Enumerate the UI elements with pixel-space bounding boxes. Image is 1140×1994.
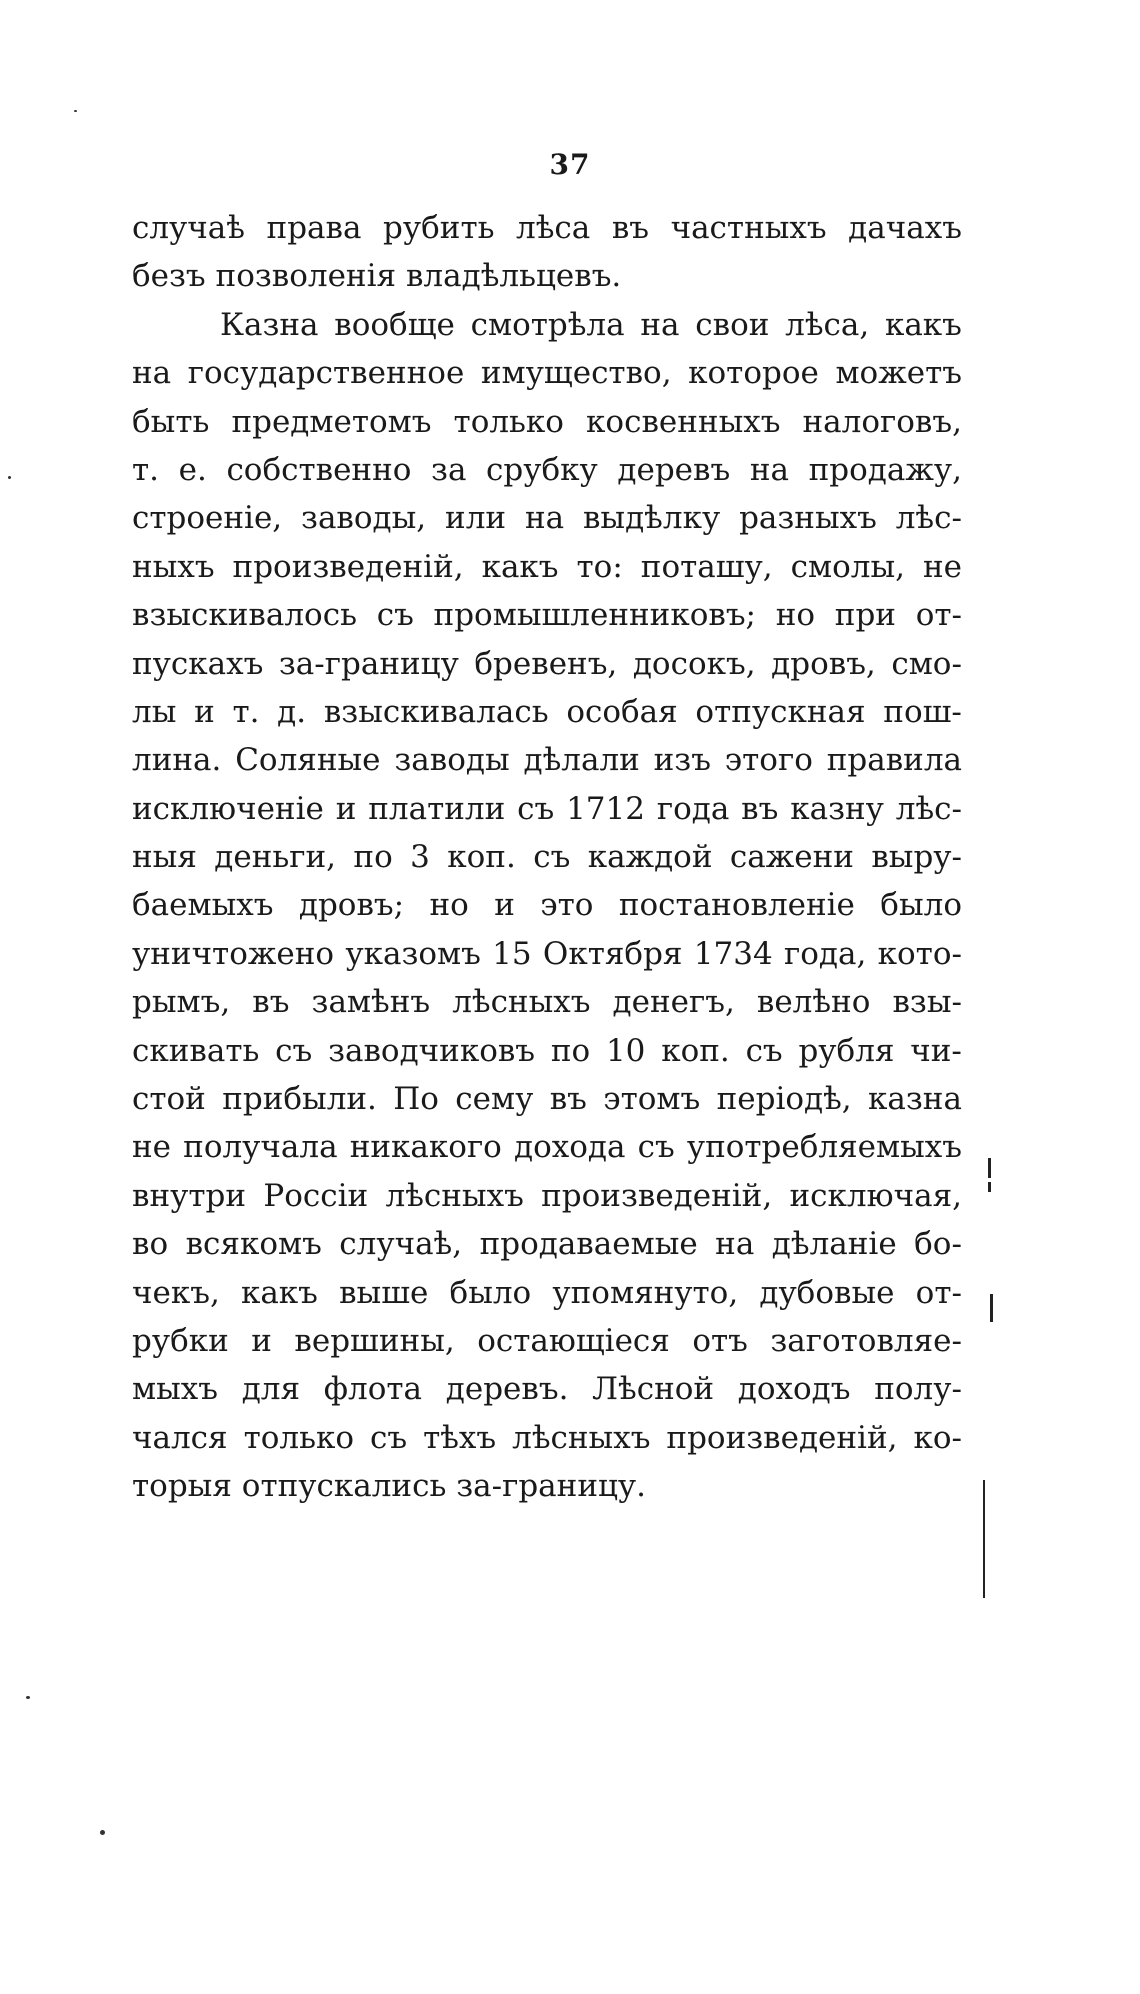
word: этомъ bbox=[603, 1081, 701, 1118]
word: досокъ, bbox=[632, 645, 756, 682]
word: это bbox=[540, 887, 594, 924]
word: дубовые bbox=[759, 1274, 895, 1311]
word: отпускная bbox=[695, 693, 866, 730]
word: рубля bbox=[798, 1032, 895, 1069]
word: смотрѣла bbox=[470, 306, 625, 343]
word: какъ bbox=[240, 1274, 318, 1311]
word: Октября bbox=[542, 935, 683, 972]
text-line bbox=[132, 591, 962, 639]
text-line bbox=[132, 930, 962, 978]
word: сажени bbox=[729, 839, 854, 876]
text-line bbox=[132, 785, 962, 833]
word: баемыхъ bbox=[132, 887, 274, 924]
word: за-границу. bbox=[456, 1468, 647, 1505]
text-line bbox=[132, 543, 962, 591]
word: въ bbox=[741, 790, 779, 827]
word: лы bbox=[132, 693, 177, 730]
word: деревъ. bbox=[445, 1371, 569, 1408]
word: отпускались bbox=[241, 1468, 447, 1505]
word: позволенія bbox=[215, 258, 397, 295]
word: быть bbox=[132, 403, 210, 440]
word: періодѣ, bbox=[716, 1081, 852, 1118]
word: 1712 bbox=[566, 790, 645, 827]
word: Соляные bbox=[235, 742, 381, 779]
word: взыскивалась bbox=[323, 693, 549, 730]
word: велѣно bbox=[756, 984, 871, 1021]
word: пускахъ bbox=[132, 645, 264, 682]
word: промышленниковъ; bbox=[433, 597, 756, 634]
word: года bbox=[656, 790, 730, 827]
word: каждой bbox=[587, 839, 713, 876]
word: лѣсныхъ bbox=[512, 1419, 651, 1456]
word: выше bbox=[339, 1274, 429, 1311]
word: которое bbox=[688, 355, 819, 392]
word: 15 bbox=[492, 935, 532, 972]
text-line bbox=[132, 736, 962, 784]
word: заводчиковъ bbox=[328, 1032, 536, 1069]
word: отъ bbox=[692, 1322, 748, 1359]
word: было bbox=[880, 887, 962, 924]
word: исключая, bbox=[789, 1177, 962, 1214]
word: получала bbox=[183, 1129, 338, 1166]
word: случаѣ, bbox=[339, 1226, 463, 1263]
word: и bbox=[335, 790, 357, 827]
word: внутри bbox=[132, 1177, 247, 1214]
word: тѣхъ bbox=[423, 1419, 497, 1456]
word: безъ bbox=[132, 258, 206, 295]
text-line bbox=[132, 1462, 962, 1510]
word: уничтожено bbox=[132, 935, 335, 972]
word: съ bbox=[533, 839, 571, 876]
word: дохода bbox=[513, 1129, 626, 1166]
word: чался bbox=[132, 1419, 228, 1456]
word: разныхъ bbox=[739, 500, 877, 537]
word: правила bbox=[826, 742, 962, 779]
word: произведеній, bbox=[666, 1419, 898, 1456]
word: смолы, bbox=[790, 548, 905, 585]
word: заводы bbox=[394, 742, 510, 779]
word: от- bbox=[915, 597, 962, 634]
word: Лѣсной bbox=[592, 1371, 715, 1408]
word: но bbox=[775, 597, 816, 634]
word: дровъ; bbox=[298, 887, 405, 924]
word: дѣланіе bbox=[771, 1226, 897, 1263]
text-line bbox=[132, 1365, 962, 1413]
text-line bbox=[132, 833, 962, 881]
body-text bbox=[132, 204, 962, 1511]
word: свои bbox=[695, 306, 770, 343]
word: предметомъ bbox=[231, 403, 432, 440]
word: рымъ, bbox=[132, 984, 231, 1021]
text-line bbox=[132, 881, 962, 929]
word: съ bbox=[275, 1032, 313, 1069]
text-line bbox=[132, 688, 962, 736]
word: е. bbox=[178, 451, 207, 488]
word: чекъ, bbox=[132, 1274, 220, 1311]
word: 10 bbox=[605, 1032, 646, 1069]
word: съ bbox=[376, 597, 414, 634]
word: лѣсныхъ bbox=[452, 984, 591, 1021]
margin-mark bbox=[988, 1158, 991, 1178]
text-line bbox=[132, 1172, 962, 1220]
word: права bbox=[266, 210, 362, 246]
word: замѣнъ bbox=[311, 984, 431, 1021]
page-number: 37 bbox=[549, 148, 591, 181]
word: полу- bbox=[874, 1371, 962, 1408]
text-line bbox=[132, 1414, 962, 1462]
text-line bbox=[132, 204, 962, 252]
word: коп. bbox=[447, 839, 516, 876]
word: этого bbox=[724, 742, 813, 779]
word: т. bbox=[132, 451, 160, 488]
word: дровъ, bbox=[771, 645, 876, 682]
word: продаваемые bbox=[479, 1226, 698, 1263]
word: на bbox=[715, 1226, 755, 1263]
speck bbox=[100, 1830, 105, 1835]
text-line bbox=[132, 301, 962, 349]
word: особая bbox=[566, 693, 678, 730]
word: но bbox=[429, 887, 469, 924]
text-line bbox=[132, 1317, 962, 1365]
word: съ bbox=[745, 1032, 783, 1069]
text-line bbox=[132, 1269, 962, 1317]
word: лѣс- bbox=[895, 790, 962, 827]
word: можетъ bbox=[835, 355, 962, 392]
speck bbox=[26, 1696, 30, 1699]
word: т. bbox=[232, 693, 260, 730]
word: Россіи bbox=[263, 1177, 369, 1214]
word: никакого bbox=[349, 1129, 502, 1166]
word: ко- bbox=[913, 1419, 962, 1456]
word: продажу, bbox=[808, 451, 962, 488]
word: выру- bbox=[871, 839, 962, 876]
word: от- bbox=[915, 1274, 962, 1311]
word: и bbox=[494, 887, 515, 924]
word: случаѣ bbox=[132, 210, 245, 246]
word: доходъ bbox=[737, 1371, 851, 1408]
word: дѣлали bbox=[523, 742, 640, 779]
word: стой bbox=[132, 1081, 206, 1118]
word: въ bbox=[611, 210, 650, 246]
word: года, bbox=[783, 935, 867, 972]
word: лѣс- bbox=[895, 500, 962, 537]
word: рубки bbox=[132, 1322, 229, 1359]
word: срубку bbox=[486, 451, 598, 488]
word: лѣсныхъ bbox=[385, 1177, 524, 1214]
word: заготовляе- bbox=[770, 1322, 962, 1359]
word: частныхъ bbox=[670, 210, 827, 246]
word: только bbox=[243, 1419, 355, 1456]
word: имущество, bbox=[480, 355, 672, 392]
word: смо- bbox=[891, 645, 962, 682]
word: коп. bbox=[661, 1032, 730, 1069]
word: съ bbox=[517, 790, 555, 827]
word: прибыли. bbox=[222, 1081, 377, 1118]
word: или bbox=[445, 500, 507, 537]
word: собственно bbox=[226, 451, 412, 488]
word: постановленіе bbox=[618, 887, 855, 924]
speck bbox=[74, 110, 77, 112]
word: бо- bbox=[914, 1226, 962, 1263]
text-line bbox=[132, 349, 962, 397]
word: произведеній, bbox=[232, 548, 464, 585]
word: поташу, bbox=[640, 548, 773, 585]
word: указомъ bbox=[345, 935, 481, 972]
speck bbox=[8, 476, 11, 479]
word: произведеній, bbox=[541, 1177, 773, 1214]
word: выдѣлку bbox=[582, 500, 721, 537]
word: какъ bbox=[884, 306, 962, 343]
word: налоговъ, bbox=[802, 403, 962, 440]
text-line bbox=[132, 640, 962, 688]
word: какъ bbox=[481, 548, 559, 585]
word: только bbox=[453, 403, 564, 440]
word: денегъ, bbox=[612, 984, 735, 1021]
text-line bbox=[132, 1123, 962, 1171]
word: на bbox=[640, 306, 680, 343]
word: ныя bbox=[132, 839, 197, 876]
word: лѣса bbox=[516, 210, 591, 246]
word: на bbox=[524, 500, 565, 537]
word: на bbox=[749, 451, 789, 488]
word: по bbox=[550, 1032, 591, 1069]
word: съ bbox=[370, 1419, 408, 1456]
word: лѣса, bbox=[785, 306, 870, 343]
word: косвенныхъ bbox=[586, 403, 781, 440]
text-line bbox=[132, 494, 962, 542]
word: всякомъ bbox=[185, 1226, 322, 1263]
word: употребляемыхъ bbox=[686, 1129, 962, 1166]
word: изъ bbox=[653, 742, 711, 779]
text-line bbox=[132, 252, 962, 300]
word: и bbox=[194, 693, 215, 730]
word: платили bbox=[368, 790, 506, 827]
margin-mark bbox=[988, 1182, 991, 1192]
text-line bbox=[132, 446, 962, 494]
word: заводы, bbox=[301, 500, 427, 537]
word: упомянуто, bbox=[552, 1274, 739, 1311]
word: вообще bbox=[334, 306, 455, 343]
text-line bbox=[132, 398, 962, 446]
word: остающіеся bbox=[477, 1322, 670, 1359]
word: государственное bbox=[187, 355, 465, 392]
word: вершины, bbox=[294, 1322, 455, 1359]
word: для bbox=[241, 1371, 301, 1408]
word: за bbox=[431, 451, 467, 488]
word: въ bbox=[252, 984, 290, 1021]
word: д. bbox=[277, 693, 307, 730]
word: 1734 bbox=[693, 935, 773, 972]
word: то: bbox=[576, 548, 623, 585]
word: не bbox=[922, 548, 962, 585]
word: взы- bbox=[892, 984, 962, 1021]
word: рубить bbox=[383, 210, 495, 246]
text-line bbox=[132, 978, 962, 1026]
margin-mark bbox=[983, 1480, 985, 1598]
word: лина. bbox=[132, 742, 222, 779]
word: скивать bbox=[132, 1032, 260, 1069]
word: мыхъ bbox=[132, 1371, 218, 1408]
word: исключеніе bbox=[132, 790, 324, 827]
word: по bbox=[353, 839, 393, 876]
text-line bbox=[132, 1220, 962, 1268]
word: на bbox=[132, 355, 172, 392]
word: флота bbox=[323, 1371, 423, 1408]
word: ныхъ bbox=[132, 548, 215, 585]
word: владѣльцевъ. bbox=[405, 258, 622, 295]
word: По bbox=[393, 1081, 439, 1118]
word: бревенъ, bbox=[474, 645, 618, 682]
word: деревъ bbox=[617, 451, 731, 488]
word: и bbox=[251, 1322, 272, 1359]
word: пош- bbox=[883, 693, 962, 730]
word: во bbox=[132, 1226, 169, 1263]
word: деньги, bbox=[214, 839, 337, 876]
word: строеніе, bbox=[132, 500, 283, 537]
word: при bbox=[834, 597, 896, 634]
word: съ bbox=[637, 1129, 675, 1166]
word: за-границу bbox=[278, 645, 459, 682]
word: казна bbox=[868, 1081, 962, 1118]
word: сему bbox=[455, 1081, 534, 1118]
word: казну bbox=[790, 790, 884, 827]
word: торыя bbox=[132, 1468, 232, 1505]
word: было bbox=[449, 1274, 532, 1311]
text-line bbox=[132, 1027, 962, 1075]
word: 3 bbox=[410, 839, 430, 876]
word: чи- bbox=[910, 1032, 962, 1069]
word: не bbox=[132, 1129, 172, 1166]
margin-mark bbox=[990, 1294, 993, 1322]
word: кото- bbox=[877, 935, 962, 972]
word: взыскивалось bbox=[132, 597, 357, 634]
text-line bbox=[132, 1075, 962, 1123]
word: дачахъ bbox=[848, 210, 962, 246]
word: Казна bbox=[220, 306, 319, 343]
word: въ bbox=[549, 1081, 587, 1118]
